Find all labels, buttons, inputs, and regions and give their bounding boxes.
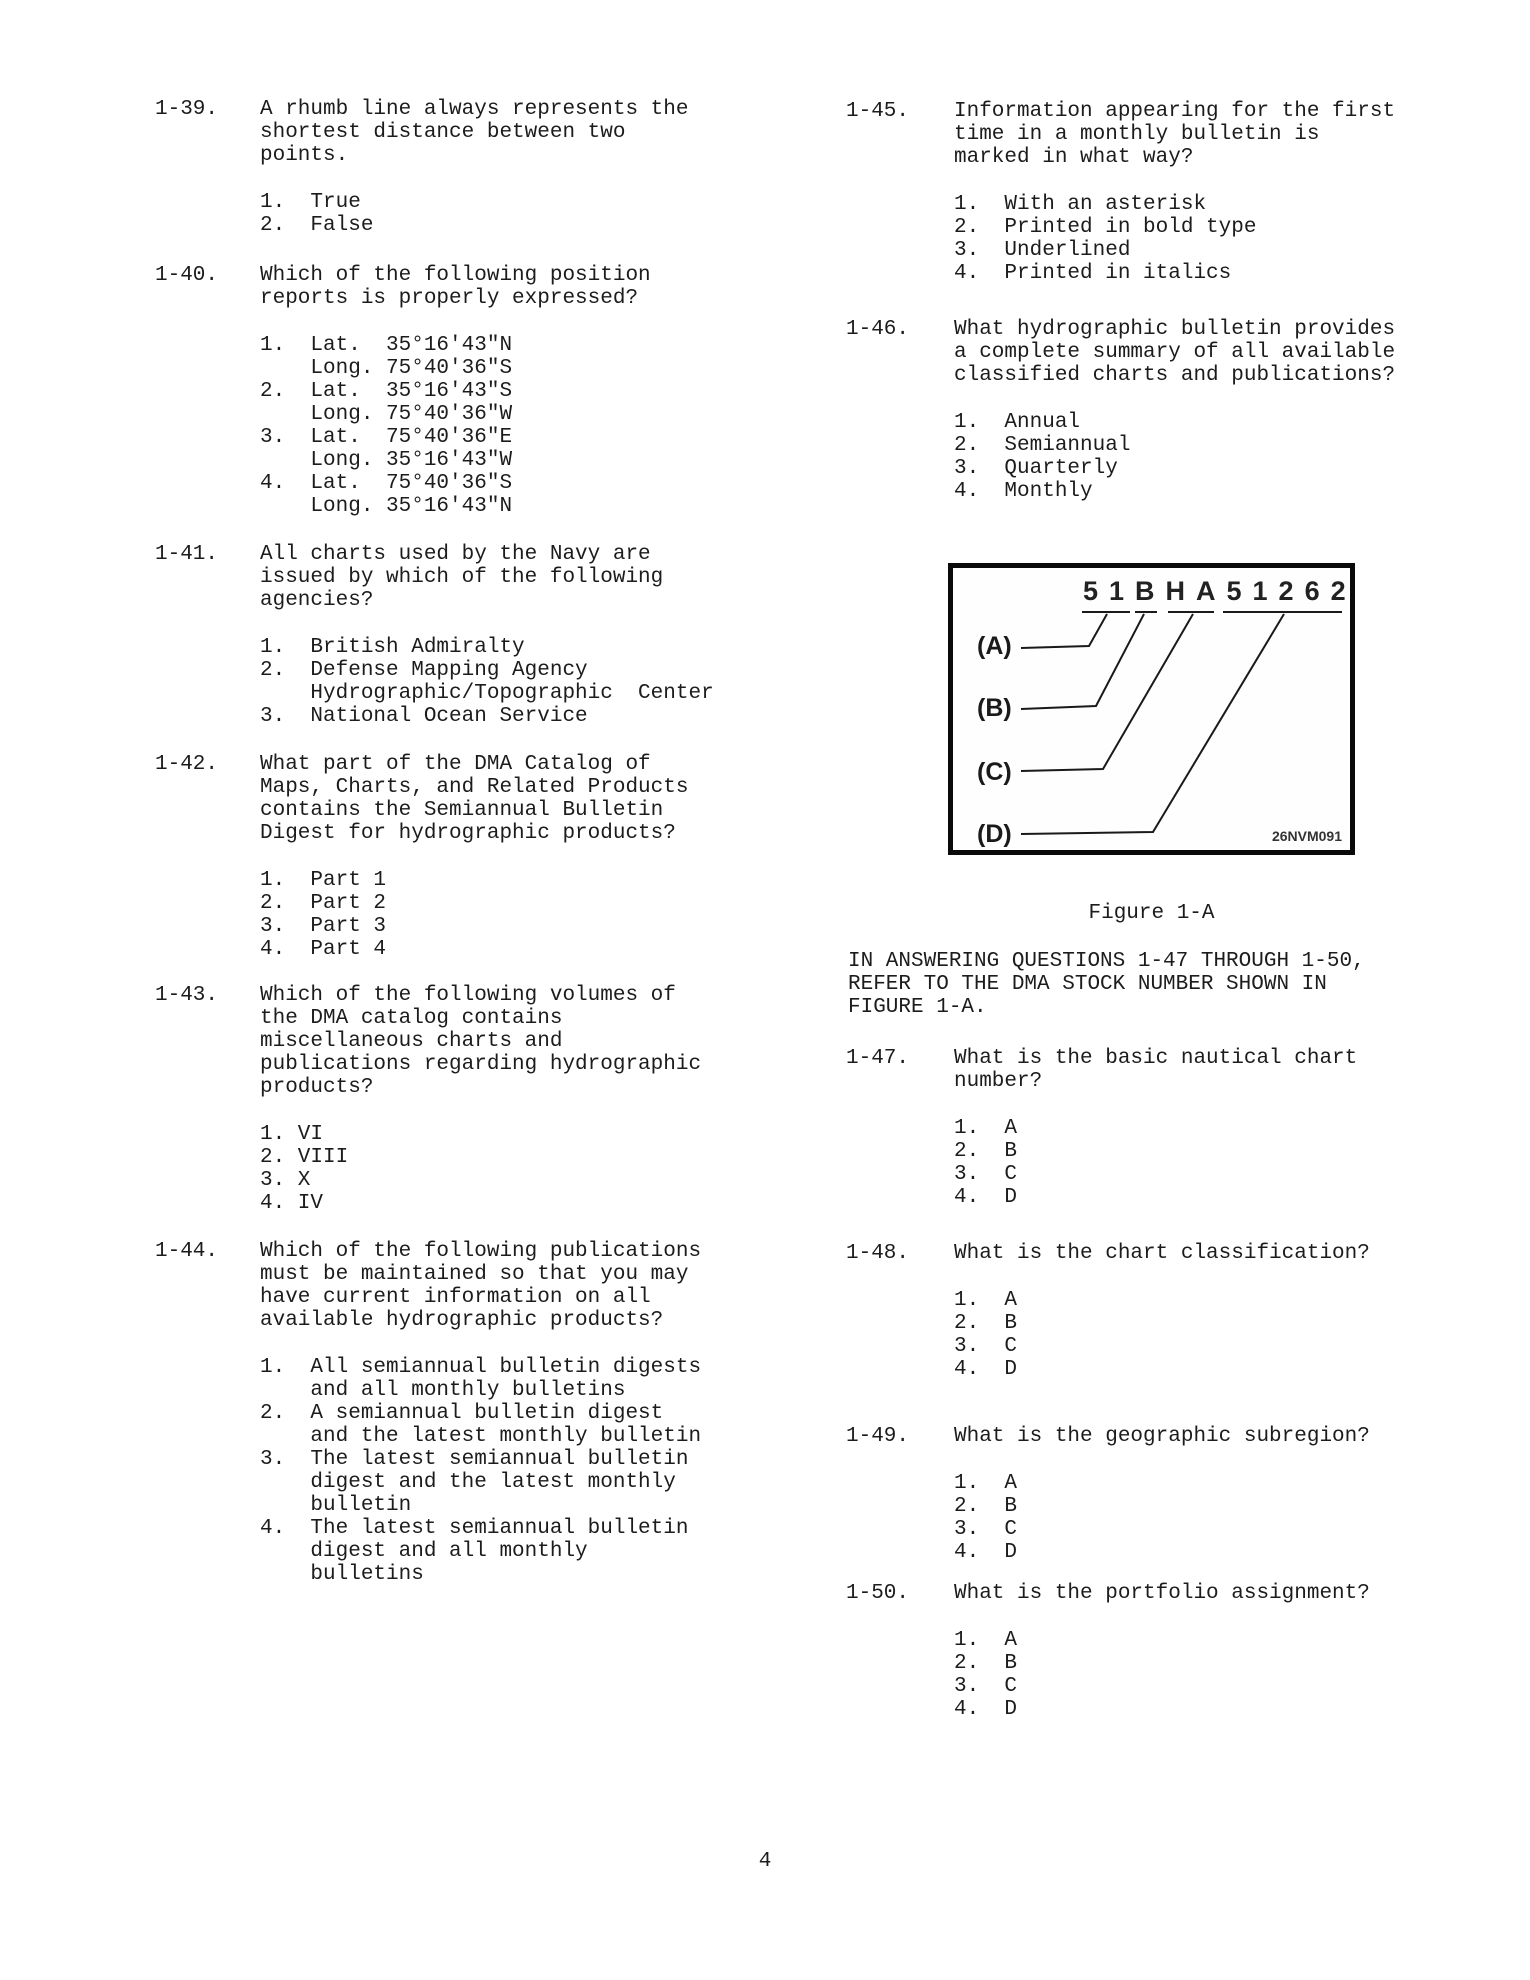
- question-1-50: [846, 1582, 1370, 1721]
- option-line: 3. Part 3: [260, 915, 387, 938]
- option-line: 1. A: [954, 1629, 1018, 1652]
- question-number: 1-45.: [846, 100, 910, 123]
- question-1-46: [846, 318, 1395, 503]
- option-line: 3. The latest semiannual bulletin: [260, 1448, 689, 1471]
- option-line: 2. B: [954, 1312, 1018, 1335]
- instruction-line: REFER TO THE DMA STOCK NUMBER SHOWN IN: [848, 973, 1327, 996]
- option-line: 2. False: [260, 214, 374, 237]
- question-text-line: contains the Semiannual Bulletin: [260, 799, 664, 822]
- question-text-line: must be maintained so that you may: [260, 1263, 689, 1286]
- question-1-40: [155, 264, 651, 518]
- question-1-48: [846, 1242, 1370, 1381]
- figure-callout-lines: [953, 568, 1360, 860]
- question-text-line: Digest for hydrographic products?: [260, 822, 676, 845]
- option-line: 1. With an asterisk: [954, 193, 1207, 216]
- question-body: [954, 1582, 1370, 1721]
- answer-options: [954, 1117, 1357, 1209]
- question-number: 1-50.: [846, 1582, 910, 1605]
- instruction-paragraph: [848, 950, 1365, 1019]
- option-line: 2. B: [954, 1652, 1018, 1675]
- option-line: 1. Annual: [954, 411, 1081, 434]
- question-text-line: reports is properly expressed?: [260, 287, 639, 310]
- option-line: and the latest monthly bulletin: [260, 1425, 702, 1448]
- question-body: [260, 984, 701, 1215]
- callout-label-d: (D): [977, 820, 1012, 848]
- question-text-line: issued by which of the following: [260, 566, 664, 589]
- callout-label-c: (C): [977, 758, 1012, 786]
- question-text-line: the DMA catalog contains: [260, 1007, 563, 1030]
- option-line: 2. Printed in bold type: [954, 216, 1257, 239]
- question-text-line: Which of the following publications: [260, 1240, 702, 1263]
- question-number: 1-46.: [846, 318, 910, 341]
- option-line: digest and all monthly: [260, 1540, 588, 1563]
- option-line: 2. Semiannual: [954, 434, 1131, 457]
- option-line: 4. D: [954, 1358, 1018, 1381]
- question-text-line: A rhumb line always represents the: [260, 98, 689, 121]
- question-1-39: [155, 98, 688, 237]
- question-text-line: marked in what way?: [954, 146, 1194, 169]
- question-number: 1-44.: [155, 1240, 219, 1263]
- option-line: 4. Monthly: [954, 480, 1093, 503]
- question-text-line: have current information on all: [260, 1286, 651, 1309]
- question-number: 1-42.: [155, 753, 219, 776]
- option-line: 1. Lat. 35°16'43"N: [260, 334, 513, 357]
- option-line: 3. C: [954, 1518, 1018, 1541]
- answer-options: [260, 636, 714, 728]
- option-line: 3. Lat. 75°40'36"E: [260, 426, 513, 449]
- answer-options: [954, 1629, 1370, 1721]
- question-number: 1-49.: [846, 1425, 910, 1448]
- question-text-line: agencies?: [260, 589, 374, 612]
- question-body: [260, 98, 688, 237]
- question-1-47: [846, 1047, 1357, 1209]
- figure-1a-box: [948, 563, 1355, 855]
- question-text-line: shortest distance between two: [260, 121, 626, 144]
- question-text-line: Maps, Charts, and Related Products: [260, 776, 689, 799]
- option-line: 2. Lat. 35°16'43"S: [260, 380, 513, 403]
- option-line: 3. X: [260, 1169, 311, 1192]
- question-body: [260, 1240, 701, 1586]
- question-text-line: Which of the following position: [260, 264, 651, 287]
- question-text-line: All charts used by the Navy are: [260, 543, 651, 566]
- option-line: 1. All semiannual bulletin digests: [260, 1356, 702, 1379]
- question-text-line: What is the basic nautical chart: [954, 1047, 1358, 1070]
- option-line: 3. C: [954, 1335, 1018, 1358]
- option-line: 1. VI: [260, 1123, 324, 1146]
- question-body: [260, 264, 651, 518]
- question-text-line: What is the geographic subregion?: [954, 1425, 1370, 1448]
- question-text-line: number?: [954, 1070, 1043, 1093]
- answer-options: [260, 1123, 701, 1215]
- option-line: 3. C: [954, 1675, 1018, 1698]
- instruction-line: IN ANSWERING QUESTIONS 1-47 THROUGH 1-50,: [848, 950, 1365, 973]
- question-body: [954, 1242, 1370, 1381]
- question-text-line: a complete summary of all available: [954, 341, 1396, 364]
- option-line: 2. B: [954, 1140, 1018, 1163]
- callout-label-a: (A): [977, 632, 1012, 660]
- option-line: 1. British Admiralty: [260, 636, 525, 659]
- answer-options: [954, 1289, 1370, 1381]
- question-body: [954, 1047, 1357, 1209]
- question-text-line: classified charts and publications?: [954, 364, 1396, 387]
- option-line: 1. A: [954, 1117, 1018, 1140]
- answer-options: [954, 193, 1395, 285]
- question-text-line: points.: [260, 144, 349, 167]
- question-text-line: What hydrographic bulletin provides: [954, 318, 1396, 341]
- answer-options: [260, 191, 688, 237]
- option-line: 2. Defense Mapping Agency: [260, 659, 588, 682]
- question-number: 1-40.: [155, 264, 219, 287]
- dma-stock-number: 51BHA51262: [1083, 576, 1357, 606]
- answer-options: [260, 1356, 701, 1586]
- option-line: Long. 75°40'36"W: [260, 403, 513, 426]
- question-body: [954, 1425, 1370, 1564]
- option-line: 4. Part 4: [260, 938, 387, 961]
- question-text-line: publications regarding hydrographic: [260, 1053, 702, 1076]
- question-text-line: time in a monthly bulletin is: [954, 123, 1320, 146]
- option-line: 3. Quarterly: [954, 457, 1118, 480]
- option-line: 1. Part 1: [260, 869, 387, 892]
- question-text-line: miscellaneous charts and: [260, 1030, 563, 1053]
- answer-options: [954, 1472, 1370, 1564]
- question-1-45: [846, 100, 1395, 285]
- option-line: 4. D: [954, 1541, 1018, 1564]
- option-line: bulletin: [260, 1494, 412, 1517]
- question-1-49: [846, 1425, 1370, 1564]
- instruction-line: FIGURE 1-A.: [848, 996, 987, 1019]
- option-line: Long. 35°16'43"W: [260, 449, 513, 472]
- option-line: 2. A semiannual bulletin digest: [260, 1402, 664, 1425]
- callout-label-b: (B): [977, 694, 1012, 722]
- question-1-43: [155, 984, 701, 1215]
- question-number: 1-41.: [155, 543, 219, 566]
- option-line: 2. Part 2: [260, 892, 387, 915]
- question-text-line: What is the chart classification?: [954, 1242, 1370, 1265]
- question-body: [260, 543, 714, 728]
- option-line: Long. 75°40'36"S: [260, 357, 513, 380]
- option-line: 3. Underlined: [954, 239, 1131, 262]
- question-text-line: products?: [260, 1076, 374, 1099]
- option-line: 4. The latest semiannual bulletin: [260, 1517, 689, 1540]
- option-line: 2. B: [954, 1495, 1018, 1518]
- question-body: [954, 100, 1395, 285]
- option-line: 4. D: [954, 1698, 1018, 1721]
- option-line: 3. National Ocean Service: [260, 705, 588, 728]
- option-line: 1. A: [954, 1289, 1018, 1312]
- option-line: 1. True: [260, 191, 361, 214]
- answer-options: [260, 334, 651, 518]
- option-line: 4. Printed in italics: [954, 262, 1232, 285]
- option-line: 2. VIII: [260, 1146, 349, 1169]
- question-number: 1-47.: [846, 1047, 910, 1070]
- question-number: 1-43.: [155, 984, 219, 1007]
- answer-options: [954, 411, 1395, 503]
- question-1-42: [155, 753, 688, 961]
- option-line: 4. Lat. 75°40'36"S: [260, 472, 513, 495]
- question-text-line: available hydrographic products?: [260, 1309, 664, 1332]
- figure-caption: Figure 1-A: [1088, 902, 1215, 925]
- question-1-41: [155, 543, 714, 728]
- question-1-44: [155, 1240, 701, 1586]
- question-number: 1-48.: [846, 1242, 910, 1265]
- option-line: and all monthly bulletins: [260, 1379, 626, 1402]
- question-body: [954, 318, 1395, 503]
- page-number: 4: [758, 1850, 772, 1873]
- question-body: [260, 753, 688, 961]
- option-line: bulletins: [260, 1563, 424, 1586]
- option-line: 3. C: [954, 1163, 1018, 1186]
- figure-corner-code: 26NVM091: [1271, 828, 1342, 844]
- option-line: Hydrographic/Topographic Center: [260, 682, 714, 705]
- question-text-line: Information appearing for the first: [954, 100, 1396, 123]
- option-line: 4. IV: [260, 1192, 324, 1215]
- option-line: Long. 35°16'43"N: [260, 495, 513, 518]
- question-text-line: What is the portfolio assignment?: [954, 1582, 1370, 1605]
- question-number: 1-39.: [155, 98, 219, 121]
- option-line: 4. D: [954, 1186, 1018, 1209]
- question-text-line: What part of the DMA Catalog of: [260, 753, 651, 776]
- option-line: digest and the latest monthly: [260, 1471, 676, 1494]
- answer-options: [260, 869, 688, 961]
- question-text-line: Which of the following volumes of: [260, 984, 676, 1007]
- option-line: 1. A: [954, 1472, 1018, 1495]
